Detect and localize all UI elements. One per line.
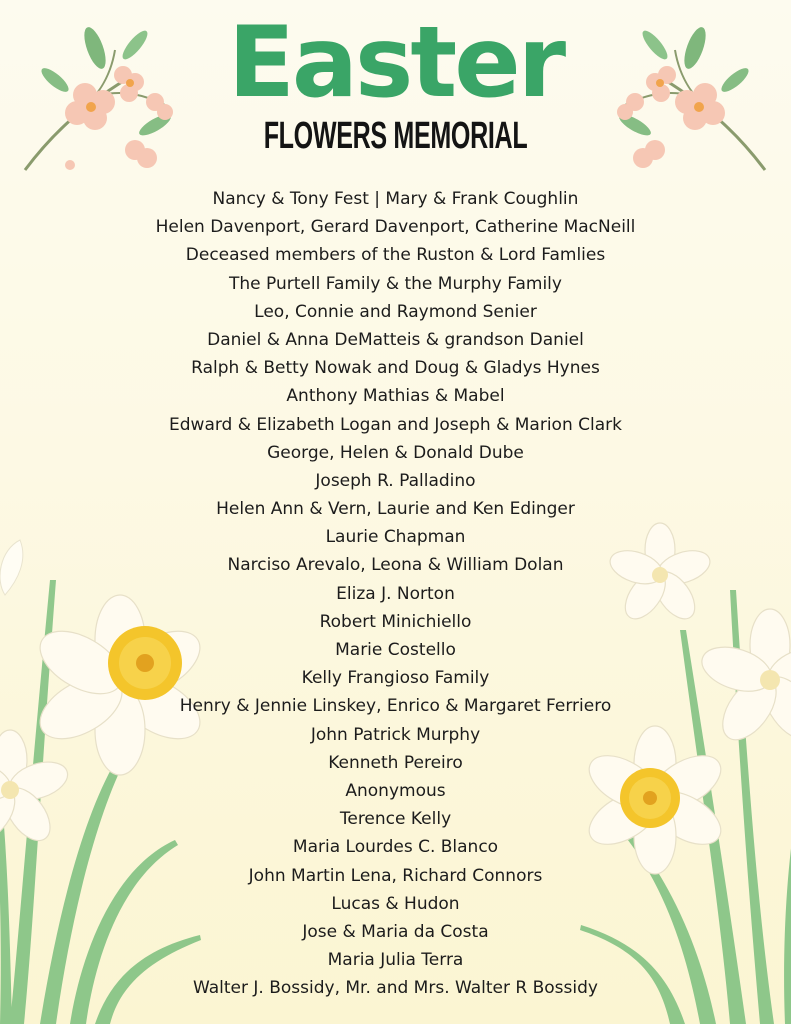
title-easter: Easter bbox=[227, 6, 564, 120]
list-item: John Martin Lena, Richard Connors bbox=[248, 865, 543, 886]
list-item: Leo, Connie and Raymond Senier bbox=[254, 301, 537, 322]
list-item: Robert Minichiello bbox=[319, 611, 472, 632]
list-item: Laurie Chapman bbox=[325, 527, 466, 548]
list-item: Kelly Frangioso Family bbox=[301, 668, 490, 689]
memorial-names-list bbox=[60, 185, 731, 1002]
list-item: Helen Ann & Vern, Laurie and Ken Edinger bbox=[216, 499, 575, 520]
list-item: Joseph R. Palladino bbox=[315, 470, 476, 491]
list-item: Marie Costello bbox=[335, 640, 456, 660]
list-item: Ralph & Betty Nowak and Doug & Gladys Hynes bbox=[191, 358, 600, 379]
title-subtitle: FLOWERS MEMORIAL bbox=[263, 115, 528, 157]
list-item: Eliza J. Norton bbox=[336, 583, 455, 604]
list-item: John Patrick Murphy bbox=[310, 724, 481, 745]
list-item: Narciso Arevalo, Leona & William Dolan bbox=[227, 555, 564, 576]
list-item: Kenneth Pereiro bbox=[328, 752, 463, 773]
list-item: Maria Julia Terra bbox=[327, 950, 464, 971]
list-item: Walter J. Bossidy, Mr. and Mrs. Walter R Bossidy bbox=[193, 978, 598, 999]
list-item: Henry & Jennie Linskey, Enrico & Margaret Ferriero bbox=[179, 696, 612, 717]
list-item: Terence Kelly bbox=[339, 809, 452, 830]
list-item: Helen Davenport, Gerard Davenport, Catherine MacNeill bbox=[155, 217, 636, 238]
list-item: Anthony Mathias & Mabel bbox=[286, 386, 505, 407]
list-item: Lucas & Hudon bbox=[331, 893, 460, 914]
list-item: George, Helen & Donald Dube bbox=[267, 442, 524, 463]
list-item: Jose & Maria da Costa bbox=[302, 921, 489, 942]
list-item: The Purtell Family & the Murphy Family bbox=[229, 273, 562, 294]
list-item: Anonymous bbox=[345, 780, 446, 801]
list-item: Deceased members of the Ruston & Lord Famlies bbox=[185, 245, 606, 266]
list-item: Maria Lourdes C. Blanco bbox=[292, 837, 499, 858]
list-item: Edward & Elizabeth Logan and Joseph & Marion Clark bbox=[169, 414, 622, 435]
list-item: Daniel & Anna DeMatteis & grandson Daniel bbox=[207, 329, 584, 350]
list-item: Nancy & Tony Fest | Mary & Frank Coughlin bbox=[212, 189, 579, 209]
